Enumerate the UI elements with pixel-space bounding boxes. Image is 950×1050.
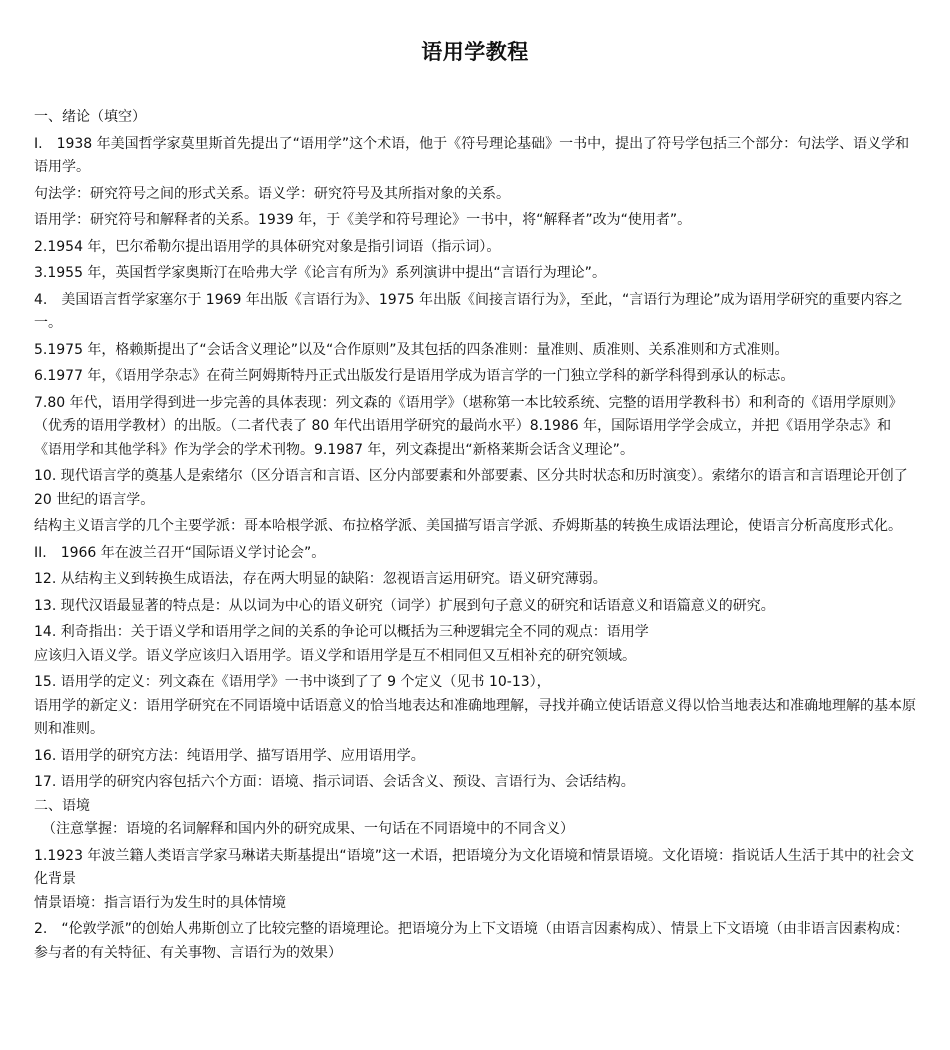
paragraph: 6.1977 年，《语用学杂志》在荷兰阿姆斯特丹正式出版发行是语用学成为语言学的一门独立学科的新学科得到承认的标志。 — [34, 368, 795, 384]
paragraph: 5.1975 年，格赖斯提出了“会话含义理论”以及“合作原则”及其包括的四条准则：量准则、质准则、关系准则和方式准则。 — [34, 341, 789, 358]
paragraph: 句法学：研究符号之间的形式关系。语义学：研究符号及其所指对象的关系。 — [34, 185, 510, 202]
paragraph: 语用学：研究符号和解释者的关系。1939 年，于《美学和符号理论》一书中，将“解释者”改为“使用者”。 — [34, 212, 692, 228]
paragraph: 结构主义语言学的几个主要学派：哥本哈根学派、布拉格学派、美国描写语言学派、乔姆斯基的转换生成语法理论，使语言分析高度形式化。 — [34, 518, 902, 534]
section-heading: 二、语境 — [34, 797, 90, 814]
paragraph: 12. 从结构主义到转换生成语法，存在两大明显的缺陷：忽视语言运用研究。语义研究薄弱。 — [34, 571, 607, 587]
paragraph: 2. “伦敦学派”的创始人弗斯创立了比较完整的语境理论。把语境分为上下文语境（由语言因素构成）、情景上下文语境（由非语言因素构成：参与者的有关特征、有关事物、言语行为的效果） — [34, 921, 909, 961]
paragraph: I. 1938 年美国哲学家莫里斯首先提出了“语用学”这个术语，他于《符号理论基础》一书中，提出了符号学包括三个部分：句法学、语义学和语用学。 — [34, 135, 910, 175]
paragraph: 3.1955 年，英国哲学家奥斯汀在哈弗大学《论言有所为》系列演讲中提出“言语行为理论”。 — [34, 265, 606, 281]
paragraph: 语用学的新定义：语用学研究在不同语境中话语意义的恰当地表达和准确地理解，寻找并确立使话语意义得以恰当地表达和准确地理解的基本原则和准则。 — [34, 697, 916, 737]
paragraph: 情景语境：指言语行为发生时的具体情境 — [34, 894, 286, 911]
paragraph: 17. 语用学的研究内容包括六个方面：语境、指示词语、会话含义、预设、言语行为、会话结构。 — [34, 774, 635, 790]
paragraph: 4. 美国语言哲学家塞尔于 1969 年出版《言语行为》、1975 年出版《间接言语行为》，至此，“言语行为理论”成为语用学研究的重要内容之一。 — [34, 291, 903, 331]
document-body — [34, 106, 916, 965]
section-heading: 一、绪论（填空） — [34, 109, 146, 125]
paragraph: 13. 现代汉语最显著的特点是：从以词为中心的语义研究（词学）扩展到句子意义的研究和话语意义和语篇意义的研究。 — [34, 597, 775, 614]
paragraph: 16. 语用学的研究方法：纯语用学、描写语用学、应用语用学。 — [34, 747, 425, 764]
paragraph: 7.80 年代，语用学得到进一步完善的具体表现：列文森的《语用学》（堪称第一本比较系统、完整的语用学教科书）和利奇的《语用学原则》（优秀的语用学教材）的出版。（二者代表了 80 年代出语用学研究的最尚水平）8.1986 年，国际语用学学会成立，并把《语用学杂志》和《语用学和其他学科》作为学会的学术刊物。9.1987 年，列文森提出“新格莱斯会话含义理论”。 — [34, 394, 903, 458]
paragraph: 应该归入语义学。语义学应该归入语用学。语义学和语用学是互不相同但又互相补充的研究领域。 — [34, 647, 636, 664]
paragraph: 2.1954 年，巴尔希勒尔提出语用学的具体研究对象是指引词语（指示词）。 — [34, 238, 501, 255]
paragraph: 1.1923 年波兰籍人类语言学家马琳诺夫斯基提出“语境”这一术语，把语境分为文化语境和情景语境。文化语境：指说话人生活于其中的社会文化背景 — [34, 847, 914, 887]
document-title: 语用学教程 — [421, 40, 529, 64]
paragraph: 14. 利奇指出：关于语义学和语用学之间的关系的争论可以概括为三种逻辑完全不同的观点：语用学 — [34, 624, 649, 640]
paragraph: 15. 语用学的定义：列文森在《语用学》一书中谈到了了 9 个定义（见书 10-13）， — [34, 674, 551, 690]
paragraph: 10. 现代语言学的奠基人是索绪尔（区分语言和言语、区分内部要素和外部要素、区分共时状态和历时演变）。索绪尔的语言和言语理论开创了 20 世纪的语言学。 — [34, 468, 908, 508]
paragraph: II. 1966 年在波兰召开“国际语义学讨论会”。 — [34, 544, 326, 561]
section-note: （注意掌握：语境的名词解释和国内外的研究成果、一句话在不同语境中的不同含义） — [42, 821, 574, 837]
